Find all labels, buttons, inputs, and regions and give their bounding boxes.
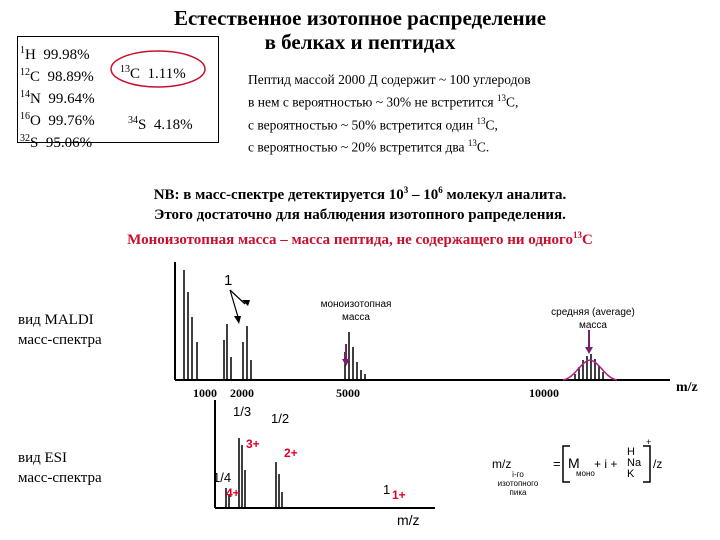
formula-adducts (627, 447, 641, 480)
minor-isotope-c13: $^{13}$C 1.11% (120, 64, 186, 82)
frac-1-3: 1/3 (233, 404, 252, 419)
esi-one: 1 (383, 482, 391, 497)
formula-mz: m/z (492, 457, 512, 471)
formula-Na: Na (627, 457, 642, 469)
frac-1-2: 1/2 (271, 411, 290, 426)
formula-eq: = (553, 456, 561, 471)
mono-mass-label-line2: масса (342, 312, 370, 323)
avg-mass-label-line1: средняя (average) (551, 307, 635, 318)
avg-marker-arrowhead (585, 347, 593, 354)
formula-i-note-line3: пика (509, 488, 527, 497)
formula-H: H (627, 446, 635, 458)
maldi-label-line2: масс-спектра (18, 332, 102, 348)
isotope-row: $^{32}$S 95.06% (20, 133, 93, 151)
isotope-row: $^{16}$O 99.76% (20, 111, 95, 129)
maldi-peak-marker: 1 (224, 272, 233, 289)
nb-line3: Моноизотопная масса – масса пептида, не содержащего ни одного$^{13}$С (127, 230, 593, 248)
maldi-axis-label: m/z (676, 380, 698, 395)
peptide-line: с вероятностью ~ 50% встретится один $^{13}$С, (248, 115, 498, 132)
peptide-line: с вероятностью ~ 20% встретится два $^{13}$С. (248, 138, 490, 155)
average-envelope (563, 360, 617, 380)
formula-over-z: /z (653, 457, 663, 471)
charge-2: 2+ (284, 446, 298, 460)
formula-i-note (478, 470, 558, 497)
formula-i-note-line2: изотопного (497, 479, 539, 488)
isotope-row: $^1$H 99.98% (20, 45, 90, 63)
isotope-row: $^{14}$N 99.64% (20, 89, 95, 107)
tick-label: 2000 (230, 386, 254, 400)
esi-label-line2: масс-спектра (18, 470, 102, 486)
formula-bracket-right (641, 444, 653, 484)
peak-pointer-arrowhead (234, 316, 241, 324)
charge-1: 1+ (392, 488, 406, 502)
nb-line1: NB: в масс-спектре детектируется $10^3 - 10^6$ молекул аналита. (153, 185, 567, 203)
nb-line2: Этого достаточно для наблюдения изотопного рапределения. (154, 207, 566, 223)
highlight-ellipse (108, 48, 208, 90)
tick-label: 10000 (529, 386, 559, 400)
mono-mass-label-line1: моноизотопная (320, 299, 392, 310)
peptide-line: Пептид массой 2000 Д содержит ~ 100 углеродов (248, 72, 531, 87)
esi-axis-label: m/z (397, 512, 420, 528)
tick-label: 5000 (336, 386, 360, 400)
formula-mono: моно (576, 469, 595, 478)
formula-plus-sign: + (646, 437, 652, 447)
isotope-list (20, 42, 95, 152)
nb-note (0, 180, 720, 250)
formula-i-note-line1: i-го (512, 470, 524, 479)
formula-plus-i: + i + (594, 457, 618, 471)
avg-mass-label-line2: масса (579, 320, 607, 331)
title-line2: в белках и пептидах (264, 30, 456, 54)
frac-1-4: 1/4 (213, 470, 232, 485)
tick-label: 1000 (193, 386, 217, 400)
formula-K: K (627, 468, 635, 480)
esi-label-line1: вид ESI (18, 450, 67, 466)
title-line1: Естественное изотопное распределение (173, 6, 547, 30)
esi-label (18, 448, 102, 488)
charge-3: 3+ (246, 437, 260, 451)
maldi-label (18, 310, 102, 350)
avg-mass-label (528, 306, 658, 332)
minor-isotope-s34: $^{34}$S 4.18% (128, 115, 193, 133)
isotope-row: $^{12}$C 98.89% (20, 67, 94, 85)
mono-mass-label (306, 298, 406, 324)
peptide-line: в нем с вероятностью ~ 30% не встретится $^{13}$С, (248, 93, 519, 110)
maldi-label-line1: вид MALDI (18, 312, 94, 328)
formula-M: M (568, 455, 580, 471)
charge-4: 4+ (226, 486, 240, 500)
peptide-description (248, 70, 718, 157)
